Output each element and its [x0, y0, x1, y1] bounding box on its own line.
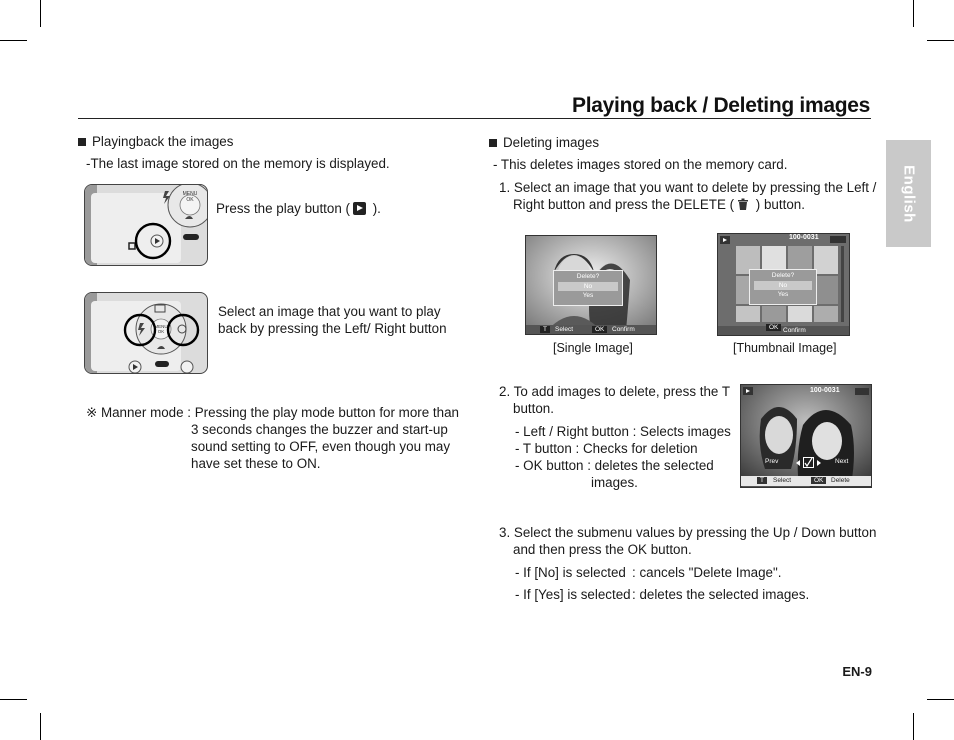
square-bullet-icon [489, 139, 497, 147]
camera-back-illustration [84, 184, 208, 266]
manner-note-line2: 3 seconds changes the buzzer and start-up [191, 422, 448, 437]
dialog-title: Delete? [771, 272, 795, 279]
step-select-line1: Select an image that you want to play [218, 304, 441, 319]
trash-icon [736, 197, 750, 211]
page-title: Playing back / Deleting images [572, 94, 870, 117]
option-no[interactable]: No [558, 282, 618, 291]
delete-step1-line1: 1. Select an image that you want to delete by pressing the Left / [499, 180, 877, 195]
crop-mark [913, 0, 914, 27]
step-play-text-end: ). [368, 201, 381, 216]
delete-heading-text: Deleting images [503, 135, 600, 150]
left-arrow-icon [796, 460, 800, 466]
crop-mark [40, 0, 41, 27]
manner-note-text: Pressing the play mode button for more than [194, 405, 459, 420]
playback-intro: -The last image stored on the memory is displayed. [86, 156, 390, 171]
delete-dialog [553, 270, 623, 306]
ok-key: OK [766, 324, 781, 331]
if-yes-text: : deletes the selected images. [632, 587, 810, 602]
crop-mark [927, 40, 954, 41]
right-arrow-icon [817, 460, 821, 466]
prev-hint: Prev [765, 458, 779, 465]
title-divider [78, 118, 871, 119]
manner-note-line3: sound setting to OFF, even though you may [191, 439, 451, 454]
confirm-hint: Confirm [612, 326, 635, 333]
step-play-text: Press the play button ( [216, 201, 350, 216]
if-no-text: : cancels "Delete Image". [632, 565, 782, 580]
menu-label: MENU [154, 324, 168, 329]
play-button-icon [353, 202, 366, 215]
delete-step2-line2: button. [513, 401, 554, 416]
file-number: 100-0031 [789, 234, 819, 241]
crop-mark [913, 713, 914, 740]
delete-step2-item3b: images. [591, 475, 638, 490]
playback-heading-text: Playingback the images [92, 134, 234, 149]
delete-intro: - This deletes images stored on the memory card. [493, 157, 788, 172]
option-no[interactable]: No [754, 281, 812, 290]
t-key: T [757, 477, 767, 484]
delete-step2-item1: - Left / Right button : Selects images [515, 424, 731, 439]
manner-note-line1 [86, 404, 459, 421]
camera-back-illustration [84, 292, 208, 374]
playback-heading [78, 133, 233, 150]
crop-mark [927, 699, 954, 700]
delete-step2-line1: 2. To add images to delete, press the T [499, 384, 731, 399]
delete-heading [489, 134, 599, 151]
select-hint: Select [555, 326, 574, 333]
dialog-title: Delete? [576, 273, 600, 280]
camera-control-drawing [85, 293, 207, 373]
ok-key: OK [811, 477, 826, 484]
t-key: T [540, 326, 550, 333]
delete-step3-line1: 3. Select the submenu values by pressing the Up / Down button [499, 525, 877, 540]
ok-label: OK [157, 329, 165, 334]
if-no-label: - If [No] is selected [515, 565, 626, 580]
delete-step2-item2: - T button : Checks for deletion [515, 441, 698, 456]
delete-step1-line2 [513, 196, 805, 213]
language-tab [886, 140, 931, 247]
single-image-screen [525, 235, 657, 335]
option-yes[interactable]: Yes [777, 291, 789, 298]
camera-control-drawing [85, 185, 207, 265]
key-guide-bar [718, 326, 849, 335]
confirm-hint: Confirm [783, 327, 806, 334]
next-hint: Next [835, 458, 849, 465]
page-number: EN-9 [842, 664, 872, 679]
delete-hint: Delete [831, 477, 850, 484]
delete-checkbox-icon [803, 457, 814, 468]
if-yes-label: - If [Yes] is selected [515, 587, 631, 602]
menu-label: MENU [182, 191, 198, 197]
crop-mark [40, 713, 41, 740]
caption-single-image: [Single Image] [553, 341, 633, 355]
delete-dialog [749, 269, 817, 305]
ok-label: OK [186, 197, 194, 203]
option-yes[interactable]: Yes [582, 292, 594, 299]
language-tab-label: English [900, 164, 917, 223]
manner-note-prefix: ※ Manner mode : [86, 405, 195, 420]
thumbnail-screen [717, 233, 850, 336]
square-bullet-icon [78, 138, 86, 146]
crop-mark [0, 699, 27, 700]
delete-step1-text: Right button and press the DELETE ( [513, 197, 735, 212]
couple-photo [741, 385, 871, 487]
caption-thumbnail-image: [Thumbnail Image] [733, 341, 837, 355]
multi-select-screen [740, 384, 872, 488]
manner-note-line4: have set these to ON. [191, 456, 321, 471]
step-select-line2: back by pressing the Left/ Right button [218, 321, 447, 336]
crop-mark [0, 40, 27, 41]
step-play-button [216, 200, 381, 217]
key-guide-bar [526, 325, 656, 334]
file-number: 100-0031 [810, 387, 840, 394]
key-guide-bar [741, 476, 871, 486]
delete-step3-line2: and then press the OK button. [513, 542, 692, 557]
delete-step1-text-end: ) button. [752, 197, 805, 212]
select-hint: Select [773, 477, 792, 484]
ok-key: OK [592, 326, 607, 333]
delete-step2-item3: - OK button : deletes the selected [515, 458, 714, 473]
